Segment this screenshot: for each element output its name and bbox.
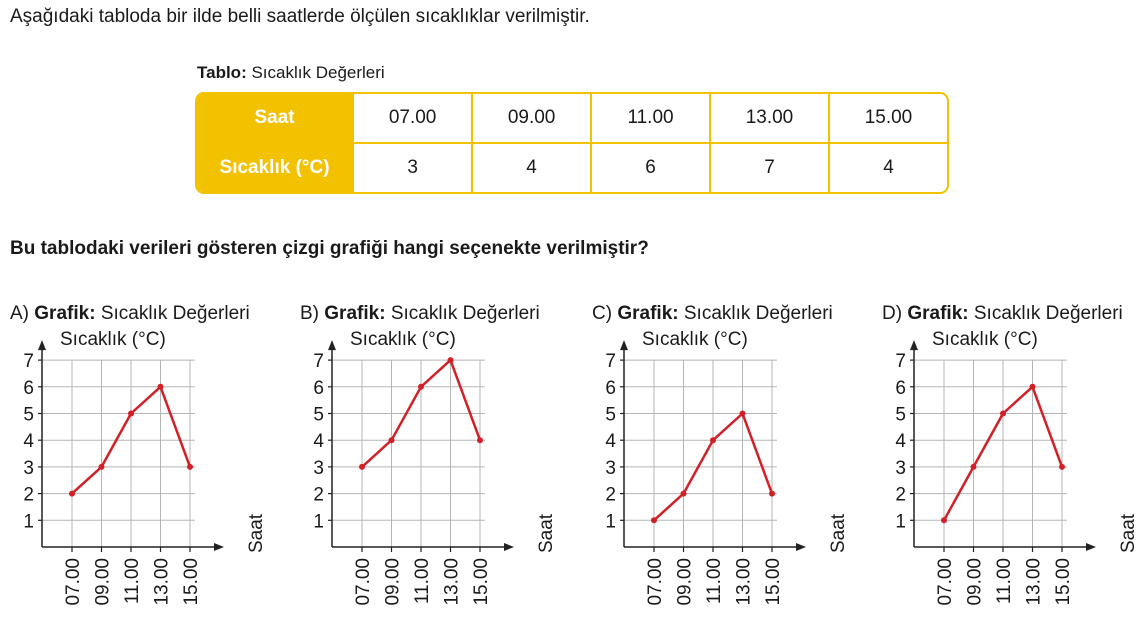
y-tick-label: 3 — [23, 457, 34, 479]
y-tick-label: 5 — [313, 404, 324, 426]
y-tick-label: 4 — [313, 431, 324, 453]
x-tick-label: 13.00 — [1023, 558, 1045, 606]
y-axis-label: Sıcaklık (°C) — [60, 329, 166, 350]
data-point — [681, 491, 687, 497]
data-point — [187, 464, 193, 470]
y-tick-label: 4 — [605, 431, 616, 453]
x-tick-label: 07.00 — [353, 558, 374, 606]
data-point — [971, 464, 977, 470]
y-axis-arrow-icon — [38, 340, 46, 350]
option-letter: B) — [300, 303, 319, 324]
y-tick-label: 5 — [605, 404, 616, 426]
x-tick-label: 15.00 — [471, 558, 492, 606]
line-chart — [592, 300, 862, 620]
y-tick-label: 3 — [313, 457, 324, 479]
x-axis-arrow-icon — [214, 543, 224, 551]
option-title-text: Sıcaklık Değerleri — [683, 303, 833, 324]
y-axis-arrow-icon — [910, 340, 918, 350]
x-tick-label: 09.00 — [92, 558, 114, 606]
data-point — [158, 384, 164, 390]
temperature-cell: 3 — [353, 143, 472, 192]
x-tick-label: 11.00 — [994, 558, 1015, 605]
temperature-cell: 4 — [472, 143, 591, 192]
y-axis-label: Sıcaklık (°C) — [350, 329, 456, 350]
x-axis-label: Saat — [536, 513, 557, 553]
y-tick-label: 5 — [895, 404, 906, 426]
y-axis-arrow-icon — [328, 340, 336, 350]
data-point — [448, 357, 454, 363]
temperature-cell: 6 — [591, 143, 710, 192]
option-title-bold: Grafik: — [324, 303, 386, 324]
y-tick-label: 1 — [895, 511, 906, 533]
x-tick-label: 07.00 — [935, 558, 956, 606]
data-point — [359, 464, 365, 470]
x-tick-label: 15.00 — [763, 558, 784, 606]
y-tick-label: 5 — [23, 404, 34, 426]
line-chart — [882, 300, 1148, 620]
data-point — [69, 491, 75, 497]
temperature-table — [195, 92, 949, 194]
option-a[interactable] — [10, 300, 280, 620]
intro-text: Aşağıdaki tabloda bir ilde belli saatlerde ölçülen sıcaklıklar verilmiştir. — [10, 6, 590, 27]
y-axis-label: Sıcaklık (°C) — [932, 329, 1038, 350]
data-point — [651, 517, 657, 523]
y-tick-label: 3 — [895, 457, 906, 479]
option-c[interactable] — [592, 300, 862, 620]
y-tick-label: 4 — [23, 431, 34, 453]
option-letter: A) — [10, 303, 29, 324]
y-tick-label: 7 — [313, 351, 324, 373]
x-tick-label: 09.00 — [382, 558, 404, 606]
y-tick-label: 2 — [605, 484, 616, 506]
x-tick-label: 07.00 — [63, 558, 84, 606]
data-point — [99, 464, 105, 470]
hour-cell: 09.00 — [472, 94, 591, 143]
y-tick-label: 6 — [313, 377, 324, 399]
x-tick-label: 11.00 — [122, 558, 143, 605]
y-tick-label: 3 — [605, 457, 616, 479]
y-tick-label: 2 — [23, 484, 34, 506]
option-title-text: Sıcaklık Değerleri — [100, 303, 250, 324]
x-tick-label: 13.00 — [733, 558, 755, 606]
hour-cell: 11.00 — [591, 94, 710, 143]
option-title-bold: Grafik: — [617, 303, 679, 324]
y-tick-label: 2 — [313, 484, 324, 506]
data-point — [769, 491, 775, 497]
x-tick-label: 11.00 — [704, 558, 725, 605]
data-point — [710, 437, 716, 443]
table-caption-text: Sıcaklık Değerleri — [251, 63, 385, 82]
x-tick-label: 13.00 — [151, 558, 173, 606]
table-caption-bold: Tablo: — [197, 63, 247, 82]
y-tick-label: 4 — [895, 431, 906, 453]
y-tick-label: 6 — [895, 377, 906, 399]
hour-cell: 15.00 — [829, 94, 947, 143]
x-axis-arrow-icon — [796, 543, 806, 551]
data-point — [477, 437, 483, 443]
y-tick-label: 1 — [605, 511, 616, 533]
data-point — [128, 411, 134, 417]
data-point — [1059, 464, 1065, 470]
row-header-temperature: Sıcaklık (°C) — [197, 143, 353, 192]
y-tick-label: 7 — [23, 351, 34, 373]
data-point — [389, 437, 395, 443]
x-tick-label: 11.00 — [412, 558, 433, 605]
table-caption — [197, 63, 385, 83]
y-axis-arrow-icon — [620, 340, 628, 350]
table-row — [197, 94, 947, 143]
x-axis-arrow-icon — [504, 543, 514, 551]
y-tick-label: 7 — [895, 351, 906, 373]
x-axis-label: Saat — [246, 513, 267, 553]
line-chart — [10, 300, 280, 620]
y-tick-label: 6 — [605, 377, 616, 399]
option-d[interactable] — [882, 300, 1148, 620]
table-row — [197, 143, 947, 192]
option-title-bold: Grafik: — [34, 303, 96, 324]
x-tick-label: 13.00 — [441, 558, 463, 606]
x-tick-label: 09.00 — [964, 558, 986, 606]
y-tick-label: 7 — [605, 351, 616, 373]
option-letter: C) — [592, 303, 613, 324]
line-chart — [300, 300, 570, 620]
y-tick-label: 2 — [895, 484, 906, 506]
y-tick-label: 1 — [313, 511, 324, 533]
x-tick-label: 09.00 — [674, 558, 696, 606]
question-text: Bu tablodaki verileri gösteren çizgi grafiği hangi seçenekte verilmiştir? — [10, 238, 649, 259]
x-axis-arrow-icon — [1086, 543, 1096, 551]
data-point — [941, 517, 947, 523]
hour-cell: 07.00 — [353, 94, 472, 143]
x-axis-label: Saat — [1118, 513, 1139, 553]
temperature-cell: 4 — [829, 143, 947, 192]
data-point — [418, 384, 424, 390]
y-tick-label: 1 — [23, 511, 34, 533]
option-title-text: Sıcaklık Değerleri — [973, 303, 1123, 324]
option-title-bold: Grafik: — [907, 303, 969, 324]
option-title-text: Sıcaklık Değerleri — [390, 303, 540, 324]
x-tick-label: 07.00 — [645, 558, 666, 606]
x-axis-label: Saat — [828, 513, 849, 553]
option-letter: D) — [882, 303, 903, 324]
temperature-cell: 7 — [710, 143, 829, 192]
y-axis-label: Sıcaklık (°C) — [642, 329, 748, 350]
x-tick-label: 15.00 — [1053, 558, 1074, 606]
row-header-hour: Saat — [197, 94, 353, 143]
y-tick-label: 6 — [23, 377, 34, 399]
option-b[interactable] — [300, 300, 570, 620]
hour-cell: 13.00 — [710, 94, 829, 143]
data-point — [1030, 384, 1036, 390]
data-point — [1000, 411, 1006, 417]
x-tick-label: 15.00 — [181, 558, 202, 606]
data-point — [740, 411, 746, 417]
